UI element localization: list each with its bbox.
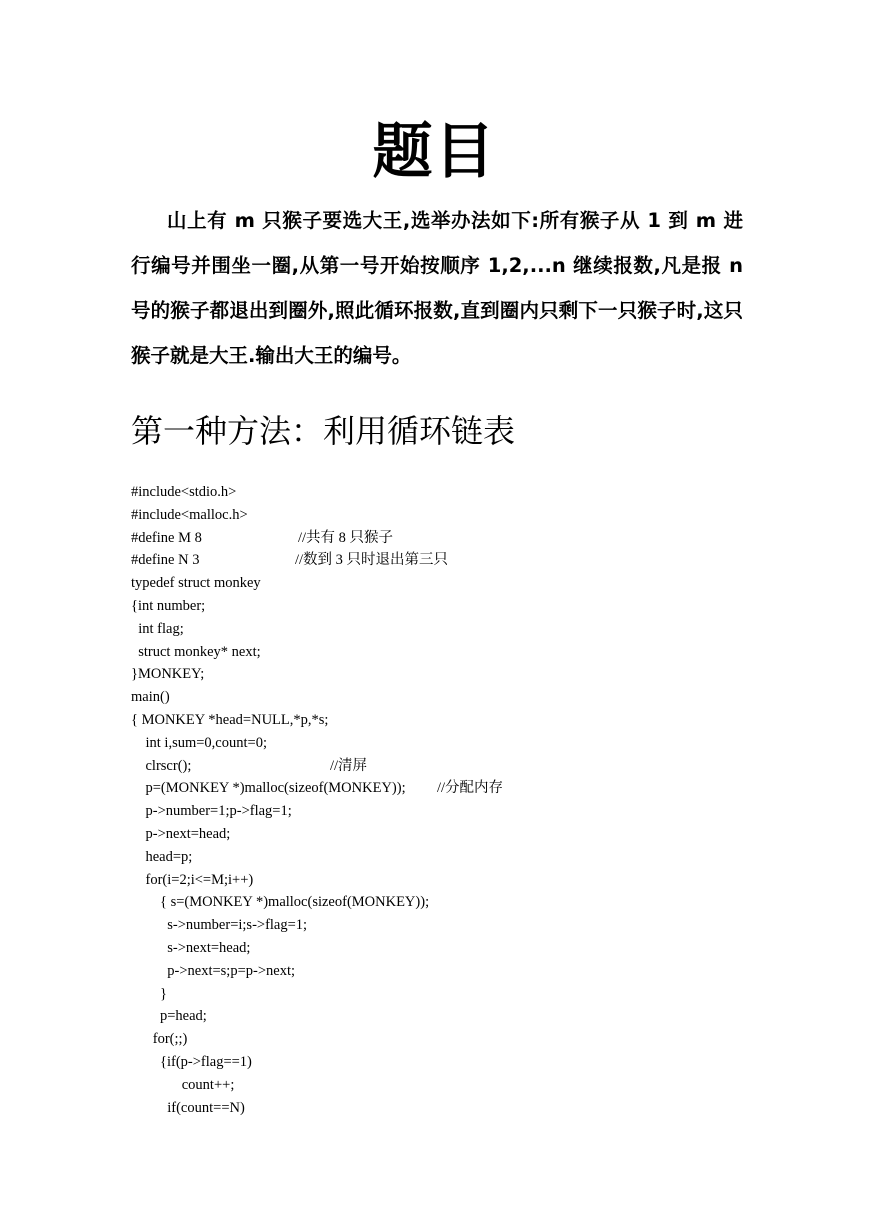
code-statement: { s=(MONKEY *)malloc(sizeof(MONKEY));	[131, 894, 430, 911]
code-statement: p->next=head;	[131, 825, 231, 842]
code-line	[131, 481, 429, 504]
code-statement: int i,sum=0,count=0;	[131, 734, 267, 751]
problem-statement: 山上有 m 只猴子要选大王,选举办法如下:所有猴子从 1 到 m 进行编号并围坐一圈,从第一号开始按顺序 1,2,...n 继续报数,凡是报 n 号的猴子都退出到圈外,照此循环报数,直到圈内只剩下一只猴子时,这只猴子就是大王.输出大王的编号。	[131, 209, 743, 367]
code-statement: s->next=head;	[131, 939, 251, 956]
code-line	[131, 960, 429, 983]
code-line	[131, 549, 449, 572]
code-statement: {int number;	[131, 597, 206, 614]
code-line	[131, 527, 429, 550]
code-comment: //分配内存	[437, 780, 504, 797]
code-statement: for(i=2;i<=M;i++)	[131, 871, 254, 888]
code-line	[131, 732, 429, 755]
code-statement: }	[131, 985, 167, 1002]
code-comment: //共有 8 只猴子	[298, 529, 394, 546]
code-block	[131, 481, 504, 1119]
code-line	[131, 1051, 429, 1074]
code-statement: typedef struct monkey	[131, 575, 261, 592]
code-statement: head=p;	[131, 848, 193, 865]
code-line	[131, 869, 429, 892]
code-statement: {if(p->flag==1)	[131, 1053, 252, 1070]
code-statement: }MONKEY;	[131, 666, 205, 683]
code-line	[131, 663, 429, 686]
code-line	[131, 1097, 429, 1120]
code-statement: s->number=i;s->flag=1;	[131, 917, 308, 934]
code-line	[131, 641, 429, 664]
code-comment: //清屏	[330, 757, 368, 774]
code-line	[131, 777, 504, 800]
code-statement: #include<malloc.h>	[131, 506, 248, 523]
code-line	[131, 1074, 429, 1097]
code-statement: main()	[131, 689, 170, 706]
code-line	[131, 755, 429, 778]
section-heading: 第一种方法：利用循环链表	[131, 412, 516, 450]
code-statement: p->next=s;p=p->next;	[131, 962, 295, 979]
page-title: 题目	[372, 117, 497, 187]
code-statement: for(;;)	[131, 1031, 188, 1048]
code-line	[131, 709, 429, 732]
code-line	[131, 914, 429, 937]
code-line	[131, 572, 429, 595]
code-statement: { MONKEY *head=NULL,*p,*s;	[131, 711, 329, 728]
code-statement: p->number=1;p->flag=1;	[131, 803, 292, 820]
code-line	[131, 937, 429, 960]
code-statement: count++;	[131, 1076, 235, 1093]
code-line	[131, 823, 429, 846]
code-line	[131, 983, 429, 1006]
code-statement: #include<stdio.h>	[131, 484, 237, 500]
code-statement: struct monkey* next;	[131, 643, 261, 660]
code-line	[131, 846, 429, 869]
code-line	[131, 504, 429, 527]
code-line	[131, 618, 429, 641]
code-line	[131, 1005, 429, 1028]
code-statement: p=head;	[131, 1008, 207, 1025]
code-statement: clrscr();	[131, 757, 192, 774]
code-line	[131, 891, 429, 914]
code-statement: p=(MONKEY *)malloc(sizeof(MONKEY));	[131, 780, 406, 797]
code-statement: if(count==N)	[131, 1099, 245, 1116]
code-line	[131, 686, 429, 709]
code-statement: #define N 3	[131, 552, 200, 569]
code-statement: #define M 8	[131, 529, 202, 546]
code-line	[131, 800, 429, 823]
code-statement: int flag;	[131, 620, 184, 637]
code-line	[131, 1028, 429, 1051]
code-comment: //数到 3 只时退出第三只	[295, 552, 449, 569]
code-line	[131, 595, 429, 618]
